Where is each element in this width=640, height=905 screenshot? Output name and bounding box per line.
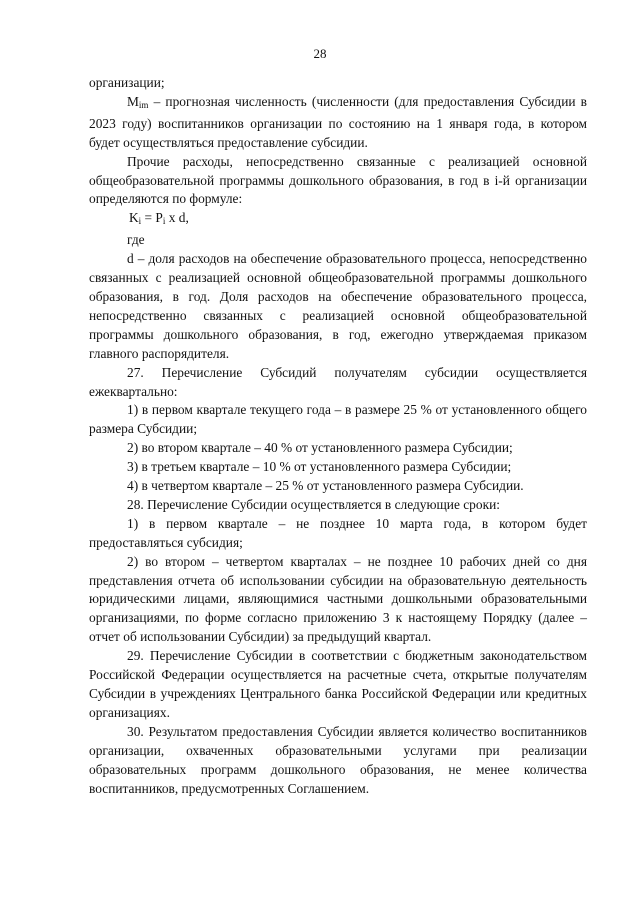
paragraph-continuation: организации;	[89, 75, 165, 90]
paragraph-mim-definition: $M_{im}$ – прогнозная численность (численности (для предоставления Субсидии в 2023 году) воспитанников организации по состоянию на 1 января года, в котором будет осуществляться предоставление субсидии.	[89, 93, 587, 150]
list-item-deadline-2: 2) во втором – четвертом кварталах – не позднее 10 рабочих дней со дня представления отчета об использовании субсидии на образовательную деятельность юридическими лицами, являющимися частными дошкольными образовательными организациями, по форме согласно приложению 3 к настоящему Порядку (далее – отчет об использовании Субсидии) за предыдущий квартал.	[89, 553, 587, 645]
paragraph-where: где	[127, 232, 145, 248]
formula-ki: $K_i = P_i$ x d,	[129, 210, 189, 227]
paragraph-clause-27: 27. Перечисление Субсидий получателям субсидии осуществляется ежеквартально:	[89, 364, 587, 399]
list-item-q3: 3) в третьем квартале – 10 % от установленного размера Субсидии;	[127, 459, 512, 475]
list-item-q4: 4) в четвертом квартале – 25 % от установленного размера Субсидии.	[127, 478, 524, 494]
paragraph-clause-30: 30. Результатом предоставления Субсидии является количество воспитанников организации, охваченных образовательными услугами при реализации образовательных программ дошкольного образования, не менее количества воспитанников, предусмотренных Соглашением.	[89, 723, 587, 796]
list-item-q2: 2) во втором квартале – 40 % от установленного размера Субсидии;	[127, 440, 513, 456]
list-item-deadline-1: 1) в первом квартале – не позднее 10 марта года, в котором будет предоставляться субсидия;	[89, 515, 587, 550]
paragraph-d-definition: d – доля расходов на обеспечение образовательного процесса, непосредственно связанных с реализацией основной общеобразовательной программы дошкольного образования, в год. Доля расходов на обеспечение образовательного процесса, непосредственно связанных с реализацией основной общеобразовательной программы дошкольного образования, в год, ежегодно утверждаемая приказом главного распорядителя.	[89, 251, 587, 361]
paragraph-clause-28: 28. Перечисление Субсидии осуществляется в следующие сроки:	[127, 496, 500, 512]
list-item-q1: 1) в первом квартале текущего года – в размере 25 % от установленного общего размера Субсидии;	[89, 402, 587, 437]
paragraph-other-expenses: Прочие расходы, непосредственно связанные с реализацией основной общеобразовательной программы дошкольного образования, в год в i-й организации определяются по формуле:	[89, 153, 587, 207]
page-number: 28	[313, 46, 327, 61]
paragraph-clause-29: 29. Перечисление Субсидии в соответствии с бюджетным законодательством Российской Федерации осуществляется на расчетные счета, открытые получателям Субсидии в учреждениях Центрального банка Российской Федерации или кредитных организациях.	[89, 648, 587, 720]
document-body	[89, 74, 587, 798]
